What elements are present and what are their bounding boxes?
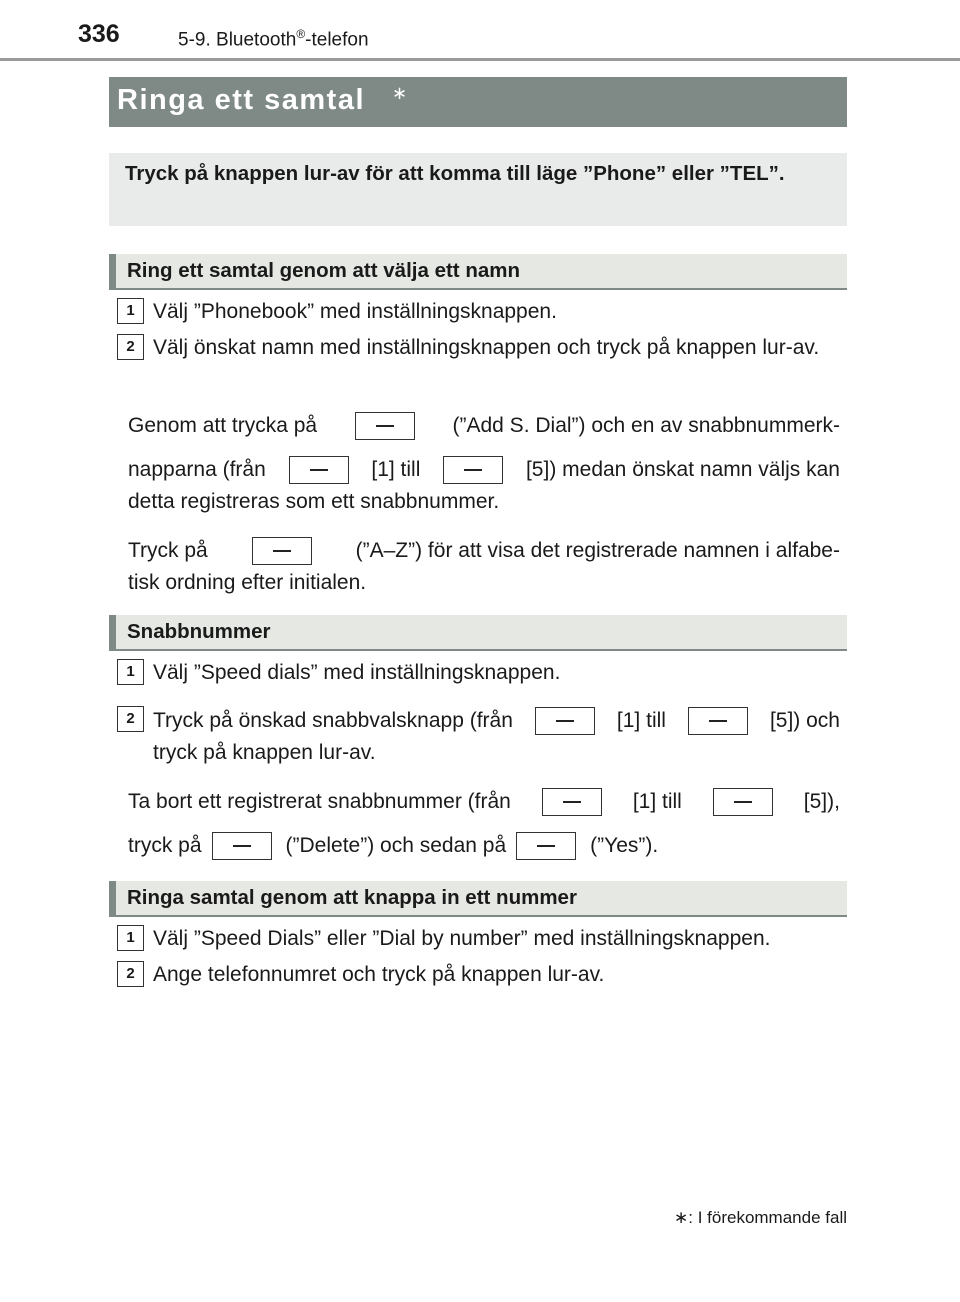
step-text: Ange telefonnumret och tryck på knappen lur-av.: [153, 963, 605, 986]
step-number: 2: [117, 706, 144, 732]
speed-dial-5-button-icon: [713, 788, 773, 816]
delete-button-icon: [212, 832, 272, 860]
step-number: 1: [117, 298, 144, 324]
page-title: Ringa ett samtal: [117, 84, 365, 116]
step-text: Välj ”Speed dials” med inställningsknappen.: [153, 661, 561, 684]
speed-dial-1-button-icon: [289, 456, 349, 484]
footnote: ∗: I förekommande fall: [674, 1208, 847, 1227]
add-speed-dial-button-icon: [355, 412, 415, 440]
intro-box: [109, 153, 847, 226]
header-divider: [0, 58, 960, 61]
step-text: Tryck på önskad snabbvalsknapp (från [1] till [5]) och tryck på knappen lur-av.: [153, 709, 840, 764]
chapter-title: 5-9. Bluetooth®-telefon: [178, 27, 369, 51]
asterisk-icon: ∗: [392, 83, 408, 103]
page-number: 336: [78, 20, 120, 48]
step-number: 2: [117, 961, 144, 987]
step-number: 1: [117, 659, 144, 685]
step-text: Välj ”Speed Dials” eller ”Dial by number” med inställningsknappen.: [153, 927, 771, 950]
speed-dial-5-button-icon: [688, 707, 748, 735]
page-header: [0, 0, 960, 62]
section-heading-dial-number: Ringa samtal genom att knappa in ett nummer: [109, 881, 847, 917]
step-text: Välj önskat namn med inställningsknappen och tryck på knappen lur-av.: [153, 336, 820, 359]
step-number: 1: [117, 925, 144, 951]
intro-text: Tryck på knappen lur-av för att komma till läge ”Phone” eller ”TEL”.: [125, 162, 785, 185]
note-alphabetical: Tryck på (”A–Z”) för att visa det registrerade namnen i alfabe- tisk ordning efter initialen.: [128, 539, 840, 594]
page-title-bar: [109, 77, 847, 127]
yes-button-icon: [516, 832, 576, 860]
a-z-button-icon: [252, 537, 312, 565]
speed-dial-1-button-icon: [535, 707, 595, 735]
note-delete-speed-dial: Ta bort ett registrerat snabbnummer (från [1] till [5]), tryck på (”Delete”) och sedan på (”Yes”).: [128, 786, 840, 862]
speed-dial-5-button-icon: [443, 456, 503, 484]
speed-dial-1-button-icon: [542, 788, 602, 816]
section-heading-speed-dial: Snabbnummer: [109, 615, 847, 651]
section-heading-name: Ring ett samtal genom att välja ett namn: [109, 254, 847, 290]
step-text: Välj ”Phonebook” med inställningsknappen.: [153, 300, 557, 323]
step-number: 2: [117, 334, 144, 360]
note-speed-dial-register: Genom att trycka på (”Add S. Dial”) och en av snabbnummerk- napparna (från [1] till [5]) medan önskat namn väljs kan detta registreras som ett snabbnummer.: [128, 414, 840, 513]
